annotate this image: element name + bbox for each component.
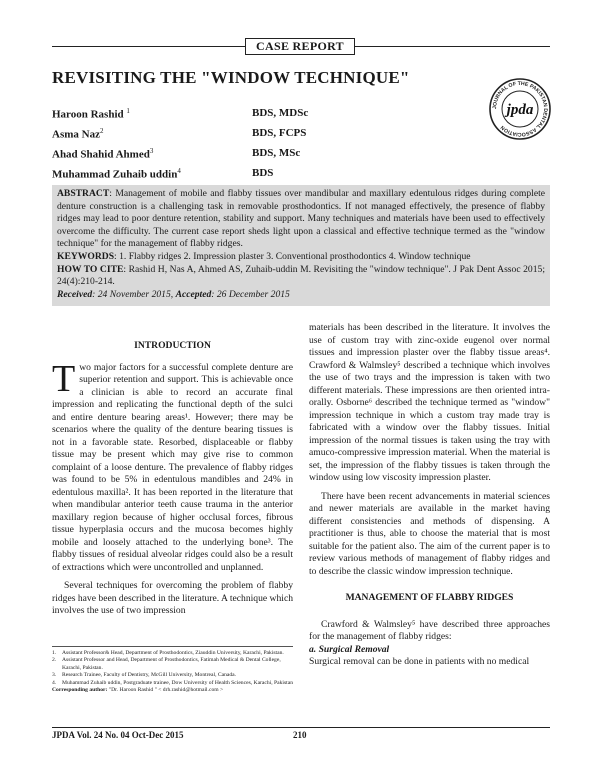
corresponding-label: Corresponding author: xyxy=(52,687,108,694)
footnote-divider xyxy=(52,646,293,647)
author-degree: BDS, MDSc xyxy=(252,107,309,119)
author-row xyxy=(52,107,372,127)
author-name: Haroon Rashid xyxy=(52,108,124,121)
surgical-removal-subheading: a. Surgical Removal xyxy=(309,643,390,655)
drop-cap: T xyxy=(52,357,76,400)
footnote-number: 1. xyxy=(52,650,57,656)
author-affiliation: 3 xyxy=(149,147,154,155)
seal-inner-text: jpda xyxy=(506,102,534,118)
seal-ring-text: JOURNAL OF THE PAKISTAN DENTAL ASSOCIATION xyxy=(491,80,549,138)
footnote xyxy=(52,672,293,679)
corresponding-text: "Dr. Haroon Rashid " < drh.rashid@hotmail.com > xyxy=(108,687,224,694)
footnote-number: 3. xyxy=(52,672,57,679)
author-name: Asma Naz xyxy=(52,128,100,141)
left-column xyxy=(52,340,293,624)
received-date: : 24 November 2015, xyxy=(92,288,174,300)
footnotes xyxy=(52,650,293,694)
author-degree: BDS, FCPS xyxy=(252,127,307,139)
footnote-number: 4. xyxy=(52,679,57,686)
accepted-label: Accepted xyxy=(175,288,212,300)
received-label: Received xyxy=(57,288,93,300)
page-number: 210 xyxy=(293,730,307,740)
author-row xyxy=(52,147,372,167)
author-affiliation: 2 xyxy=(99,127,104,135)
author-list xyxy=(52,107,372,187)
footnote-text: Assistant Professor and Head, Department of Prosthodontics, Fatimah Medical & Dental College, Karachi, Pakistan. xyxy=(62,657,281,671)
footnote-number: 2. xyxy=(52,657,57,664)
keywords-line xyxy=(57,251,545,264)
footnote xyxy=(52,657,293,672)
accepted-date: : 26 December 2015 xyxy=(211,288,290,300)
cite-line xyxy=(57,264,545,289)
right-paragraph-2: There have been recent advancements in material sciences and newer materials are available in the market having different consistencies and methods of dispensing. A practitioner is thus, able to choose the material that is most suitable for the patient also. The aim of the current paper is to review various methods of management of flabby ridges and to describe the classic window impression technique. xyxy=(309,490,550,577)
abstract-text: : Management of mobile and flabby tissues over mandibular and maxillary edentulous ridges during complete denture construction is a challenging task in removable prosthodontics. If not managed effectively, the presence of flabby ridges may lead to poor denture retention, stability and support. Many techniques and materials have been used to effectively overcome the difficulty. The current case report sheds light upon a classical and effective technique termed as the "window technique" for the management of flabby ridges. xyxy=(57,188,545,250)
author-name: Ahad Shahid Ahmed xyxy=(52,148,150,161)
footnote-text: Muhammad Zuhaib uddin, Postgraduate trainee, Dow University of Health Sciences, Karachi, Pakistan xyxy=(62,679,293,686)
abstract-box xyxy=(52,185,550,306)
footnote-text: Research Trainee, Faculty of Dentistry, McGill University, Montreal, Canada. xyxy=(62,672,237,679)
author-affiliation: 4 xyxy=(177,167,181,175)
bottom-rule xyxy=(52,727,550,728)
journal-seal-logo xyxy=(488,77,552,141)
right-paragraph-4: Surgical removal can be done in patients with no medical xyxy=(309,656,530,667)
author-degree: BDS xyxy=(252,167,274,179)
corresponding-author xyxy=(52,687,293,694)
author-row xyxy=(52,167,372,187)
article-title: REVISITING THE "WINDOW TECHNIQUE" xyxy=(52,68,410,87)
footer-journal: JPDA Vol. 24 No. 04 Oct-Dec 2015 xyxy=(52,730,184,740)
abstract-paragraph xyxy=(57,188,545,251)
intro-paragraph-1 xyxy=(52,357,293,575)
author-row xyxy=(52,127,372,147)
dates-line xyxy=(57,289,545,302)
footnote xyxy=(52,680,293,687)
abstract-label: ABSTRACT xyxy=(57,188,110,199)
cite-label: HOW TO CITE xyxy=(57,263,124,275)
right-paragraph-1: materials has been described in the literature. It involves the use of custom tray with zinc-oxide eugenol over normal tissues and impression plaster over the flabby tissue areas⁴. Crawford & Walmsley⁵ described a technique which involves the use of two trays and the impression is taken with two different materials. These impressions are then oriented intra-orally. Osborne⁶ described the technique termed as "window" impression technique in which a custom tray made tray is fabricated with a window over the flabby tissues. Initial impression of the normal tissues is taken using the tray with amuco-compressive impression material. When the material is set, the impression of the flabby tissues is taken through the window using low viscosity impression plaster. xyxy=(309,322,550,483)
management-heading: MANAGEMENT OF FLABBY RIDGES xyxy=(345,592,514,603)
cite-text: : Rashid H, Nas A, Ahmed AS, Zuhaib-uddin M. Revisiting the "window technique". J Pak Dent Assoc 2015; 24(4):210-214. xyxy=(57,263,545,288)
introduction-heading: INTRODUCTION xyxy=(134,340,211,351)
keywords-text: : 1. Flabby ridges 2. Impression plaster 3. Conventional prosthodontics 4. Window technique xyxy=(114,250,471,262)
intro-paragraph-2: Several techniques for overcoming the problem of flabby ridges have been described in the literature. A technique which involves the use of two impression xyxy=(52,580,293,616)
right-column xyxy=(309,322,550,675)
intro-paragraph-1-text: wo major factors for a successful complete denture are superior retention and support. This is achievable once a clinician is able to record an accurate final impression and replicating the functional depth of the sulci and entire denture bearing areas¹. However; there may be scenarios where the quality of the denture bearing tissues is not in a favorable state. Resorbed, displaceable or flabby tissue may be present which may give rise to common complaint of a loose denture. The prevalence of flabby ridges was found to be 5% in edentulous mandibles and 24% in edentulous maxilla². It has been reported in the literature that when mandibular anterior teeth cause trauma in the anterior maxillary region because of higher occlusal forces, fibrous tissue hyperplasia occurs and the mucosa becomes highly mobile and loosely attached to the underlying bone³. The flabby tissues of residual alveolar ridges could also be a result of extractions which were uncontrolled and unplanned. xyxy=(52,361,293,573)
footnote-text: Assistant Professor& Head, Department of Prosthodontics, Ziauddin University, Karachi, Pakistan. xyxy=(62,650,284,656)
keywords-label: KEYWORDS xyxy=(57,250,115,262)
author-name: Muhammad Zuhaib uddin xyxy=(52,168,178,181)
case-report-label: CASE REPORT xyxy=(245,38,355,55)
author-affiliation: 1 xyxy=(126,107,130,115)
author-degree: BDS, MSc xyxy=(252,147,301,159)
right-paragraph-3: Crawford & Walmsley⁵ have described three approaches for the management of flabby ridges: xyxy=(309,618,550,642)
